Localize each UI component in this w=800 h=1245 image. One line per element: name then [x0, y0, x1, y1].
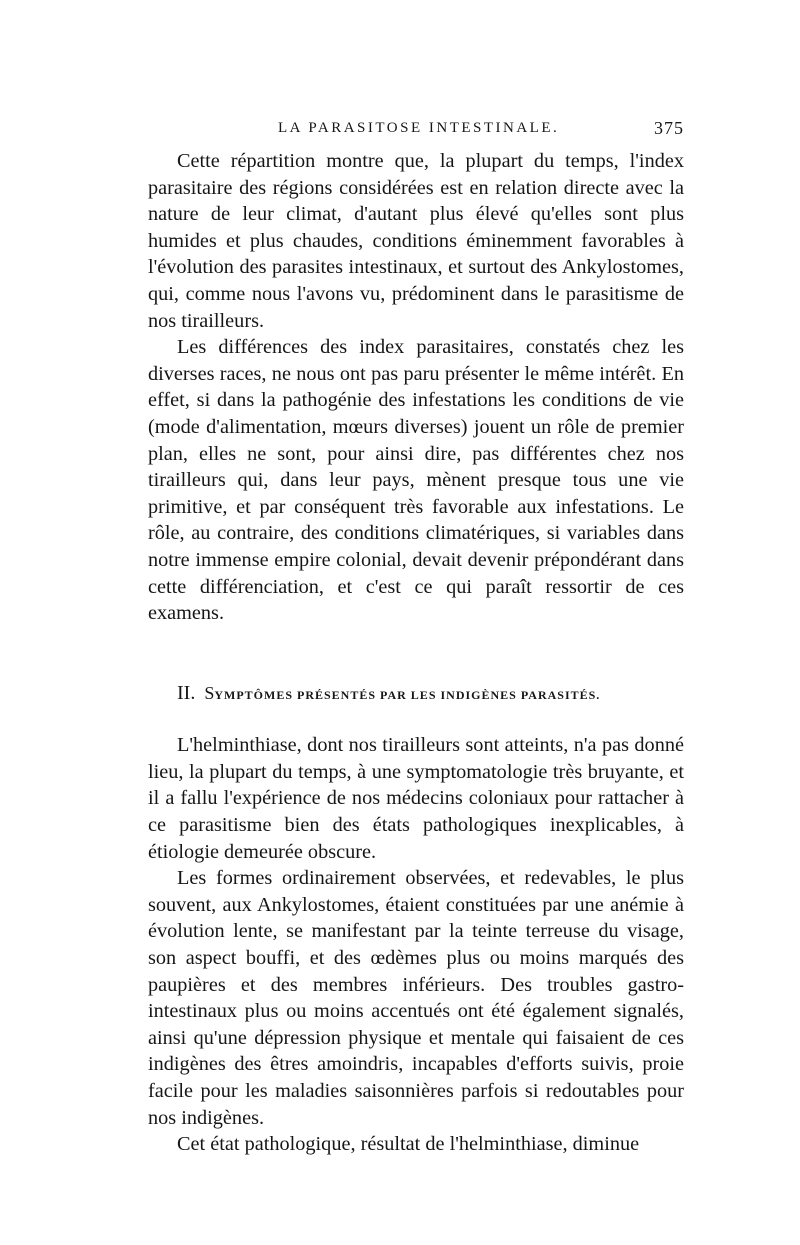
running-title: LA PARASITOSE INTESTINALE. — [278, 120, 560, 136]
paragraph-climate: Cette répartition montre que, la plupart du temps, l'index parasitaire des régions considérées est en relation directe avec la nature de leur climat, d'autant plus élevé qu'elles sont plus humides et plus chaudes, conditions éminemment favorables à l'évolution des parasites intestinaux, et surtout des Ankylostomes, qui, comme nous l'avons vu, prédominent dans le parasitisme de nos tirailleurs. — [148, 150, 684, 332]
section-title-initial: S — [204, 682, 215, 703]
section-number: II. — [177, 681, 196, 704]
section-heading — [148, 680, 684, 709]
section-title-rest: YMPTÔMES PRÉSENTÉS PAR LES INDIGÈNES PARASITÉS. — [214, 687, 601, 702]
paragraph-last-line: Cet état pathologique, résultat de l'helminthiase, diminue — [177, 1133, 640, 1156]
running-head — [148, 118, 684, 148]
book-page — [148, 118, 684, 1158]
page-number: 375 — [654, 118, 684, 138]
paragraph-forms: Les formes ordinairement observées, et redevables, le plus souvent, aux Ankylostomes, étaient constituées par une anémie à évolution lente, se manifestant par la teinte terreuse du visage, son aspect bouffi, et des œdèmes plus ou moins marqués des paupières et des membres inférieurs. Des troubles gastro-intestinaux plus ou moins accentués ont été également signalés, ainsi qu'une dépression physique et mentale qui faisaient de ces indigènes des êtres amoindris, incapables d'efforts suivis, proie facile pour les maladies saisonnières parfois si redoutables pour nos indigènes. — [148, 867, 684, 1129]
paragraph-races: Les différences des index parasitaires, constatés chez les diverses races, ne nous ont pas paru présenter le même intérêt. En effet, si dans la pathogénie des infestations les conditions de vie (mode d'alimentation, mœurs diverses) jouent un rôle de premier plan, elles ne sont, pour ainsi dire, pas différentes chez nos tirailleurs qui, dans leur pays, mènent presque tous une vie primitive, et par conséquent très favorable aux infestations. Le rôle, au contraire, des conditions climatériques, si variables dans notre immense empire colonial, devait devenir prépondérant dans cette différenciation, et c'est ce qui paraît ressortir de ces examens. — [148, 336, 684, 625]
paragraph-helminthiasis: L'helminthiase, dont nos tirailleurs sont atteints, n'a pas donné lieu, la plupart du temps, à une symptomatologie très bruyante, et il a fallu l'expérience de nos médecins coloniaux pour rattacher à ce parasitisme bien des états pathologiques inexplicables, à étiologie demeurée obscure. — [148, 734, 684, 863]
body-text — [148, 148, 684, 1158]
